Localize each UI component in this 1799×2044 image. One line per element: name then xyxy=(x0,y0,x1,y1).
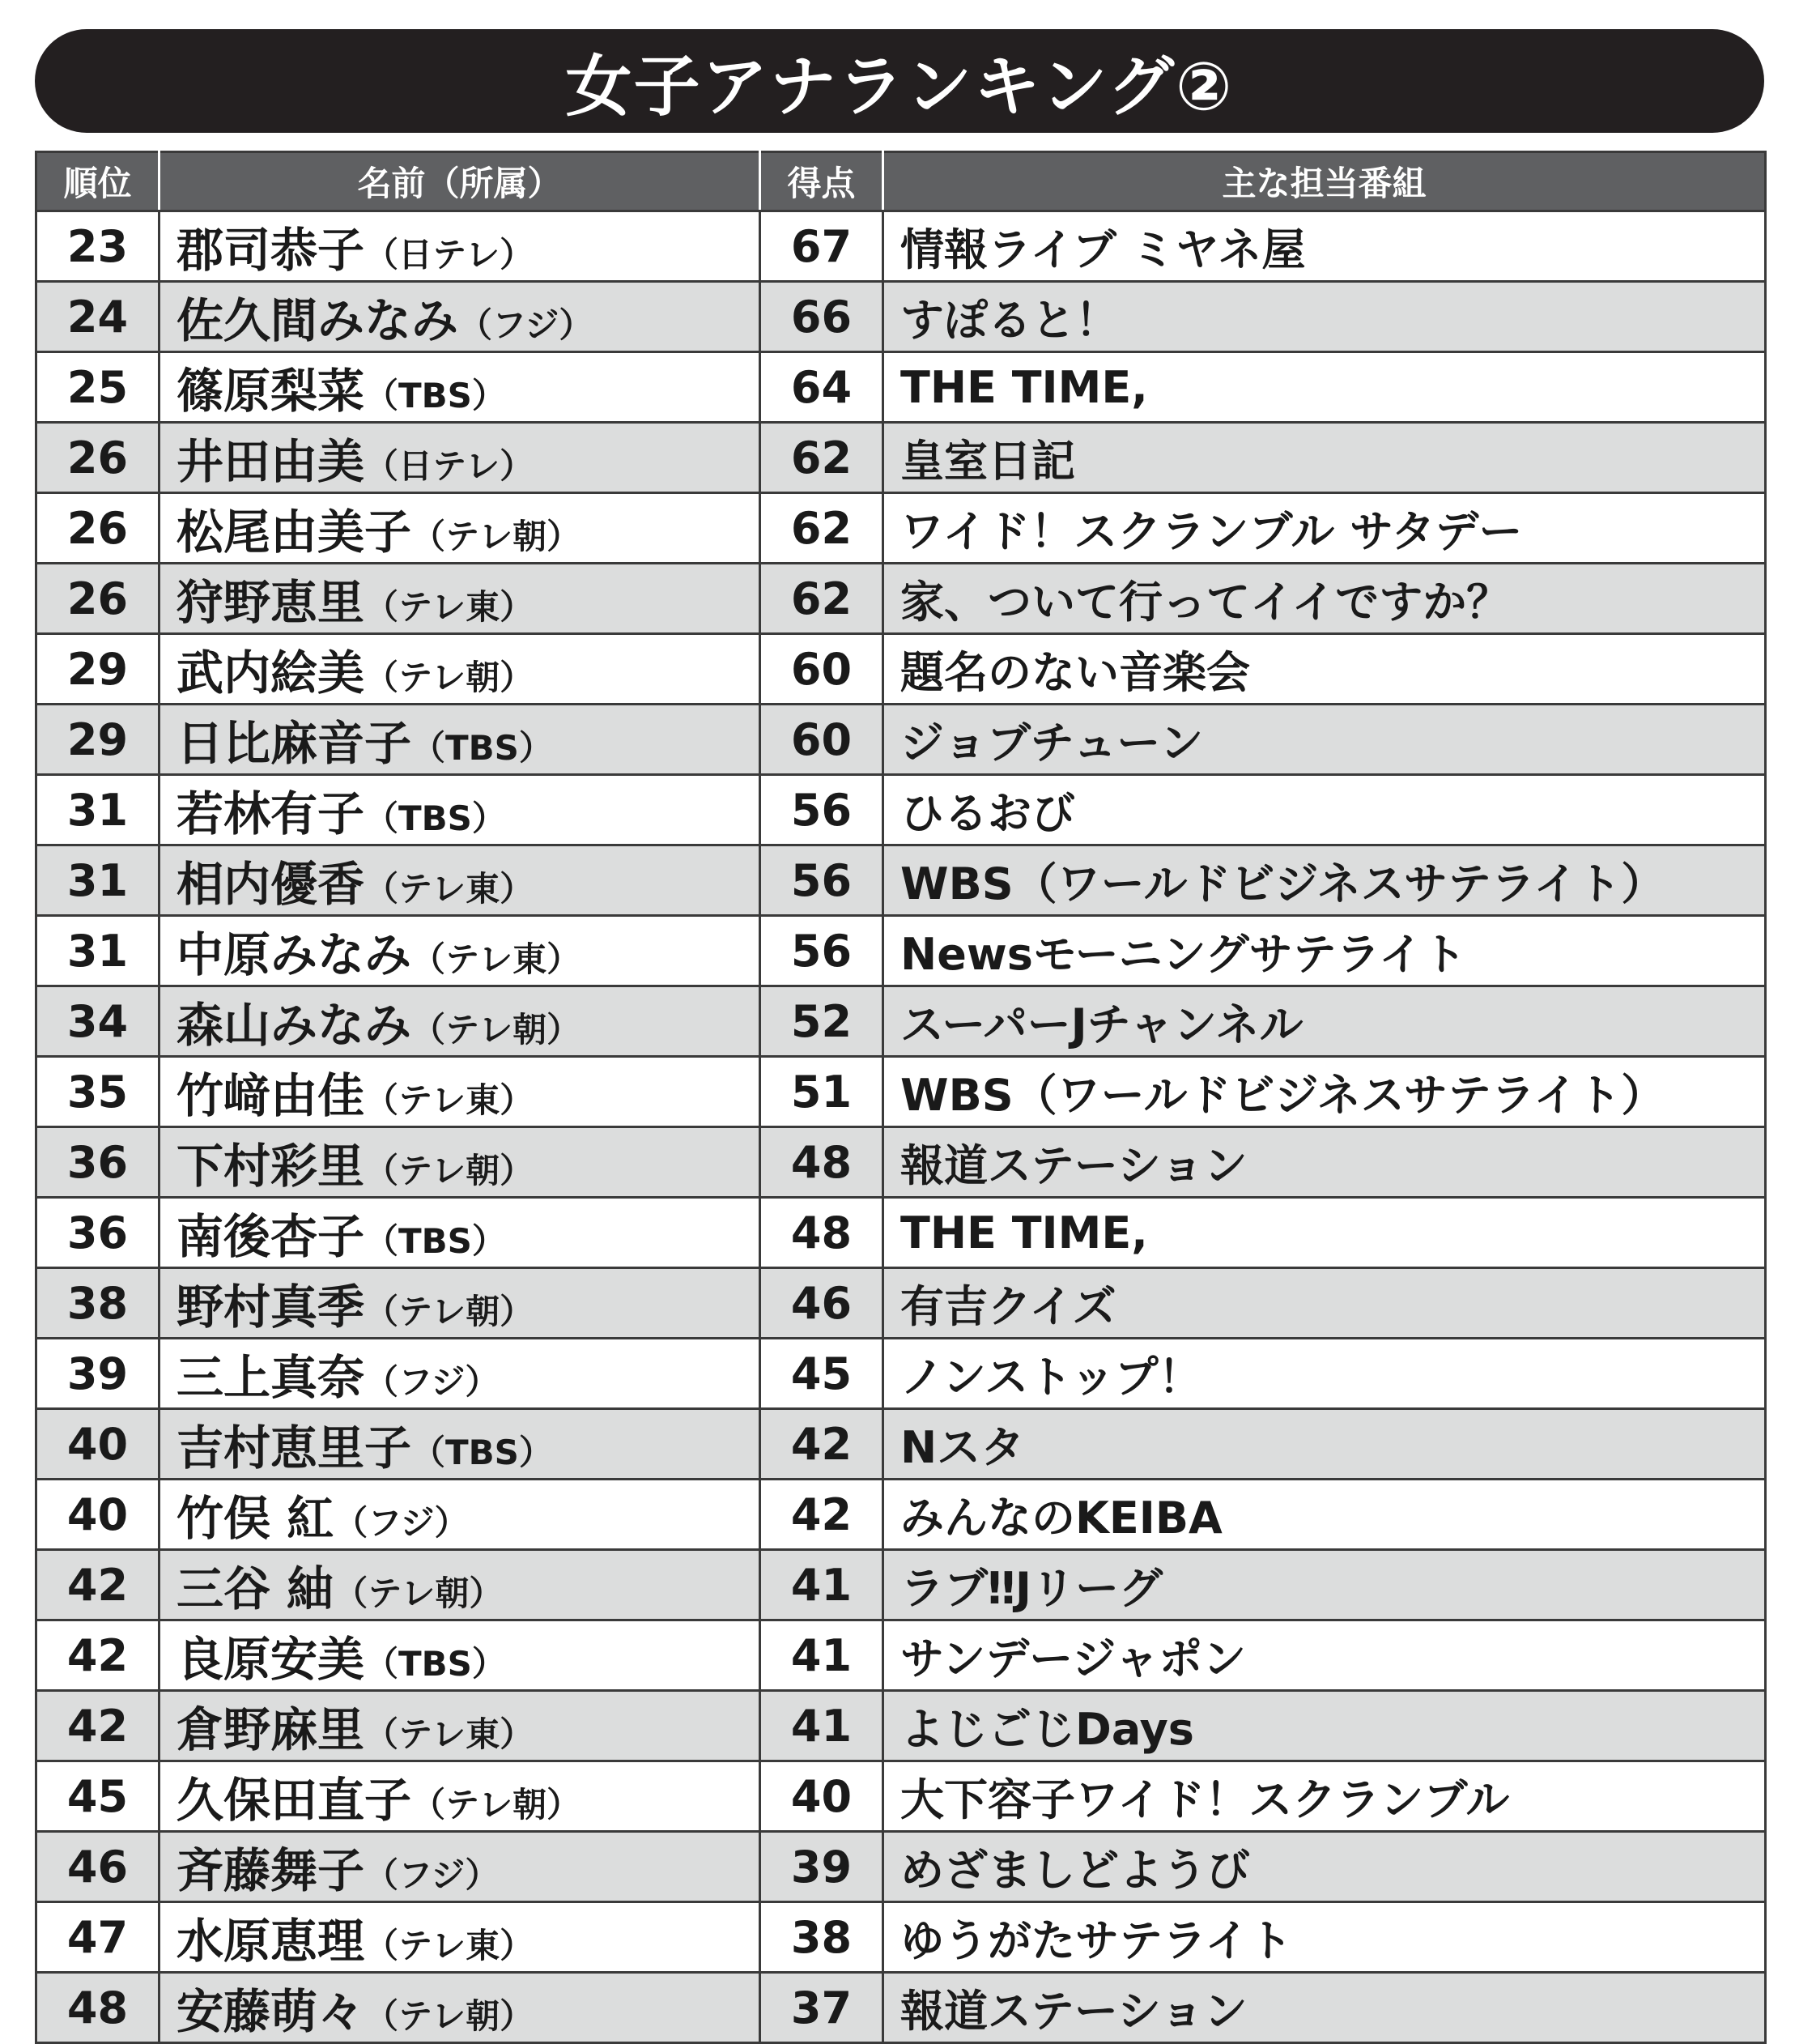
program-cell: Newsモーニングサテライト xyxy=(883,916,1766,986)
name-cell xyxy=(159,1973,760,2043)
name-cell xyxy=(159,1198,760,1268)
affiliation: （TBS） xyxy=(411,1433,553,1472)
name-cell xyxy=(159,211,760,282)
affiliation: （TBS） xyxy=(364,798,506,838)
name-cell xyxy=(159,1691,760,1761)
table-row xyxy=(36,1620,1766,1691)
affiliation: （TBS） xyxy=(364,376,506,415)
rank-cell: 42 xyxy=(36,1691,159,1761)
ranking-table xyxy=(35,151,1767,2044)
table-row xyxy=(36,705,1766,775)
announcer-name: 倉野麻里 xyxy=(176,1702,365,1757)
table-row xyxy=(36,845,1766,916)
program-cell: THE TIME, xyxy=(883,352,1766,423)
rank-cell: 23 xyxy=(36,211,159,282)
score-cell: 39 xyxy=(760,1832,883,1902)
affiliation: （テレ朝） xyxy=(364,1151,534,1190)
rank-cell: 29 xyxy=(36,705,159,775)
program-cell: THE TIME, xyxy=(883,1198,1766,1268)
announcer-name: 若林有子 xyxy=(176,786,365,841)
rank-cell: 35 xyxy=(36,1057,159,1127)
program-cell: 大下容子ワイド！スクランブル xyxy=(883,1761,1766,1832)
announcer-name: 井田由美 xyxy=(176,434,365,489)
rank-cell: 26 xyxy=(36,493,159,564)
score-cell: 37 xyxy=(760,1973,883,2043)
announcer-name: 吉村恵里子 xyxy=(176,1420,412,1476)
score-cell: 52 xyxy=(760,986,883,1057)
name-cell xyxy=(159,493,760,564)
score-cell: 62 xyxy=(760,423,883,493)
announcer-name: 竹﨑由佳 xyxy=(176,1068,365,1123)
program-cell: 有吉クイズ xyxy=(883,1268,1766,1339)
score-cell: 51 xyxy=(760,1057,883,1127)
name-cell xyxy=(159,1127,760,1198)
score-cell: 56 xyxy=(760,916,883,986)
affiliation: （TBS） xyxy=(364,1644,506,1684)
announcer-name: 武内絵美 xyxy=(176,645,365,700)
table-row xyxy=(36,564,1766,634)
affiliation: （テレ東） xyxy=(364,587,534,627)
score-cell: 45 xyxy=(760,1339,883,1409)
program-cell: スーパーJチャンネル xyxy=(883,986,1766,1057)
announcer-name: 佐久間みなみ xyxy=(176,293,459,348)
program-cell: みんなのKEIBA xyxy=(883,1480,1766,1550)
program-cell: めざましどようび xyxy=(883,1832,1766,1902)
affiliation: （テレ東） xyxy=(411,939,581,979)
affiliation: （フジ） xyxy=(364,1855,500,1895)
name-cell xyxy=(159,1832,760,1902)
program-cell: すぽると！ xyxy=(883,282,1766,352)
table-row xyxy=(36,1339,1766,1409)
table-row xyxy=(36,634,1766,705)
table-header-row xyxy=(36,152,1766,211)
rank-cell: 39 xyxy=(36,1339,159,1409)
announcer-name: 狩野恵里 xyxy=(176,575,365,630)
name-cell xyxy=(159,634,760,705)
score-cell: 42 xyxy=(760,1409,883,1480)
program-cell: ジョブチューン xyxy=(883,705,1766,775)
affiliation: （TBS） xyxy=(411,728,553,768)
rank-cell: 26 xyxy=(36,564,159,634)
name-cell xyxy=(159,282,760,352)
name-cell xyxy=(159,1550,760,1620)
affiliation: （TBS） xyxy=(364,1221,506,1261)
announcer-name: 野村真季 xyxy=(176,1280,365,1335)
score-cell: 62 xyxy=(760,564,883,634)
name-cell xyxy=(159,1761,760,1832)
affiliation: （テレ朝） xyxy=(411,1010,581,1050)
affiliation: （テレ朝） xyxy=(364,658,534,697)
table-row xyxy=(36,211,1766,282)
program-cell: ひるおび xyxy=(883,775,1766,845)
program-cell: ワイド！スクランブル サタデー xyxy=(883,493,1766,564)
table-row xyxy=(36,493,1766,564)
announcer-name: 日比麻音子 xyxy=(176,716,412,771)
name-cell xyxy=(159,705,760,775)
name-cell xyxy=(159,775,760,845)
program-cell: ラブ‼Jリーグ xyxy=(883,1550,1766,1620)
name-cell xyxy=(159,423,760,493)
table-row xyxy=(36,775,1766,845)
score-cell: 56 xyxy=(760,845,883,916)
program-cell: 情報ライブ ミヤネ屋 xyxy=(883,211,1766,282)
table-row xyxy=(36,1057,1766,1127)
announcer-name: 郡司恭子 xyxy=(176,223,365,278)
program-cell: WBS（ワールドビジネスサテライト） xyxy=(883,1057,1766,1127)
program-cell: サンデージャポン xyxy=(883,1620,1766,1691)
table-row xyxy=(36,1480,1766,1550)
affiliation: （テレ東） xyxy=(364,869,534,909)
score-cell: 41 xyxy=(760,1691,883,1761)
rank-cell: 31 xyxy=(36,845,159,916)
score-cell: 60 xyxy=(760,634,883,705)
affiliation: （テレ朝） xyxy=(334,1573,504,1613)
name-cell xyxy=(159,1409,760,1480)
affiliation: （テレ朝） xyxy=(411,1785,581,1825)
announcer-name: 斉藤舞子 xyxy=(176,1843,365,1898)
score-cell: 62 xyxy=(760,493,883,564)
rank-cell: 31 xyxy=(36,916,159,986)
score-cell: 40 xyxy=(760,1761,883,1832)
score-cell: 38 xyxy=(760,1902,883,1973)
program-cell: 題名のない音楽会 xyxy=(883,634,1766,705)
rank-cell: 46 xyxy=(36,1832,159,1902)
rank-cell: 48 xyxy=(36,1973,159,2043)
announcer-name: 三上真奈 xyxy=(176,1350,365,1405)
rank-cell: 36 xyxy=(36,1127,159,1198)
page-title: 女子アナランキング② xyxy=(35,29,1764,133)
name-cell xyxy=(159,1268,760,1339)
table-row xyxy=(36,1409,1766,1480)
score-cell: 64 xyxy=(760,352,883,423)
rank-cell: 45 xyxy=(36,1761,159,1832)
header-name: 名前（所属） xyxy=(159,152,760,211)
rank-cell: 31 xyxy=(36,775,159,845)
affiliation: （テレ朝） xyxy=(364,1996,534,2036)
program-cell: 皇室日記 xyxy=(883,423,1766,493)
rank-cell: 26 xyxy=(36,423,159,493)
name-cell xyxy=(159,1902,760,1973)
name-cell xyxy=(159,916,760,986)
table-row xyxy=(36,986,1766,1057)
affiliation: （テレ朝） xyxy=(411,517,581,556)
program-cell: 報道ステーション xyxy=(883,1973,1766,2043)
rank-cell: 38 xyxy=(36,1268,159,1339)
affiliation: （日テレ） xyxy=(364,235,534,275)
table-row xyxy=(36,1902,1766,1973)
header-rank: 順位 xyxy=(36,152,159,211)
announcer-name: 中原みなみ xyxy=(176,927,412,982)
program-cell: WBS（ワールドビジネスサテライト） xyxy=(883,845,1766,916)
score-cell: 56 xyxy=(760,775,883,845)
announcer-name: 相内優香 xyxy=(176,857,365,912)
program-cell: ノンストップ！ xyxy=(883,1339,1766,1409)
name-cell xyxy=(159,986,760,1057)
name-cell xyxy=(159,1057,760,1127)
name-cell xyxy=(159,1620,760,1691)
program-cell: 家、ついて行ってイイですか？ xyxy=(883,564,1766,634)
score-cell: 42 xyxy=(760,1480,883,1550)
affiliation: （日テレ） xyxy=(364,446,534,486)
announcer-name: 竹俣 紅 xyxy=(176,1491,334,1546)
affiliation: （フジ） xyxy=(458,305,593,345)
header-program: 主な担当番組 xyxy=(883,152,1766,211)
header-score: 得点 xyxy=(760,152,883,211)
rank-cell: 25 xyxy=(36,352,159,423)
program-cell: 報道ステーション xyxy=(883,1127,1766,1198)
announcer-name: 森山みなみ xyxy=(176,998,412,1053)
program-cell: Nスタ xyxy=(883,1409,1766,1480)
table-row xyxy=(36,352,1766,423)
rank-cell: 34 xyxy=(36,986,159,1057)
announcer-name: 下村彩里 xyxy=(176,1139,365,1194)
affiliation: （フジ） xyxy=(334,1503,469,1543)
table-row xyxy=(36,1550,1766,1620)
announcer-name: 松尾由美子 xyxy=(176,505,412,560)
name-cell xyxy=(159,564,760,634)
rank-cell: 29 xyxy=(36,634,159,705)
program-cell: ゆうがたサテライト xyxy=(883,1902,1766,1973)
score-cell: 41 xyxy=(760,1550,883,1620)
announcer-name: 良原安美 xyxy=(176,1632,365,1687)
announcer-name: 三谷 紬 xyxy=(176,1561,334,1616)
announcer-name: 久保田直子 xyxy=(176,1773,412,1828)
rank-cell: 42 xyxy=(36,1550,159,1620)
announcer-name: 南後杏子 xyxy=(176,1209,365,1264)
table-row xyxy=(36,423,1766,493)
table-row xyxy=(36,1691,1766,1761)
announcer-name: 篠原梨菜 xyxy=(176,364,365,419)
announcer-name: 水原恵理 xyxy=(176,1914,365,1969)
program-cell: よじごじDays xyxy=(883,1691,1766,1761)
score-cell: 66 xyxy=(760,282,883,352)
announcer-name: 安藤萌々 xyxy=(176,1984,365,2039)
name-cell xyxy=(159,1339,760,1409)
rank-cell: 47 xyxy=(36,1902,159,1973)
name-cell xyxy=(159,1480,760,1550)
affiliation: （テレ東） xyxy=(364,1714,534,1754)
table-row xyxy=(36,1198,1766,1268)
score-cell: 48 xyxy=(760,1127,883,1198)
affiliation: （テレ東） xyxy=(364,1080,534,1120)
table-row xyxy=(36,1832,1766,1902)
affiliation: （テレ朝） xyxy=(364,1292,534,1331)
table-row xyxy=(36,1761,1766,1832)
rank-cell: 24 xyxy=(36,282,159,352)
score-cell: 46 xyxy=(760,1268,883,1339)
name-cell xyxy=(159,845,760,916)
score-cell: 60 xyxy=(760,705,883,775)
score-cell: 41 xyxy=(760,1620,883,1691)
table-row xyxy=(36,1268,1766,1339)
score-cell: 48 xyxy=(760,1198,883,1268)
name-cell xyxy=(159,352,760,423)
rank-cell: 36 xyxy=(36,1198,159,1268)
table-row xyxy=(36,1127,1766,1198)
affiliation: （フジ） xyxy=(364,1362,500,1402)
rank-cell: 42 xyxy=(36,1620,159,1691)
table-row xyxy=(36,1973,1766,2043)
table-row xyxy=(36,282,1766,352)
score-cell: 67 xyxy=(760,211,883,282)
rank-cell: 40 xyxy=(36,1409,159,1480)
table-row xyxy=(36,916,1766,986)
affiliation: （テレ東） xyxy=(364,1926,534,1965)
rank-cell: 40 xyxy=(36,1480,159,1550)
